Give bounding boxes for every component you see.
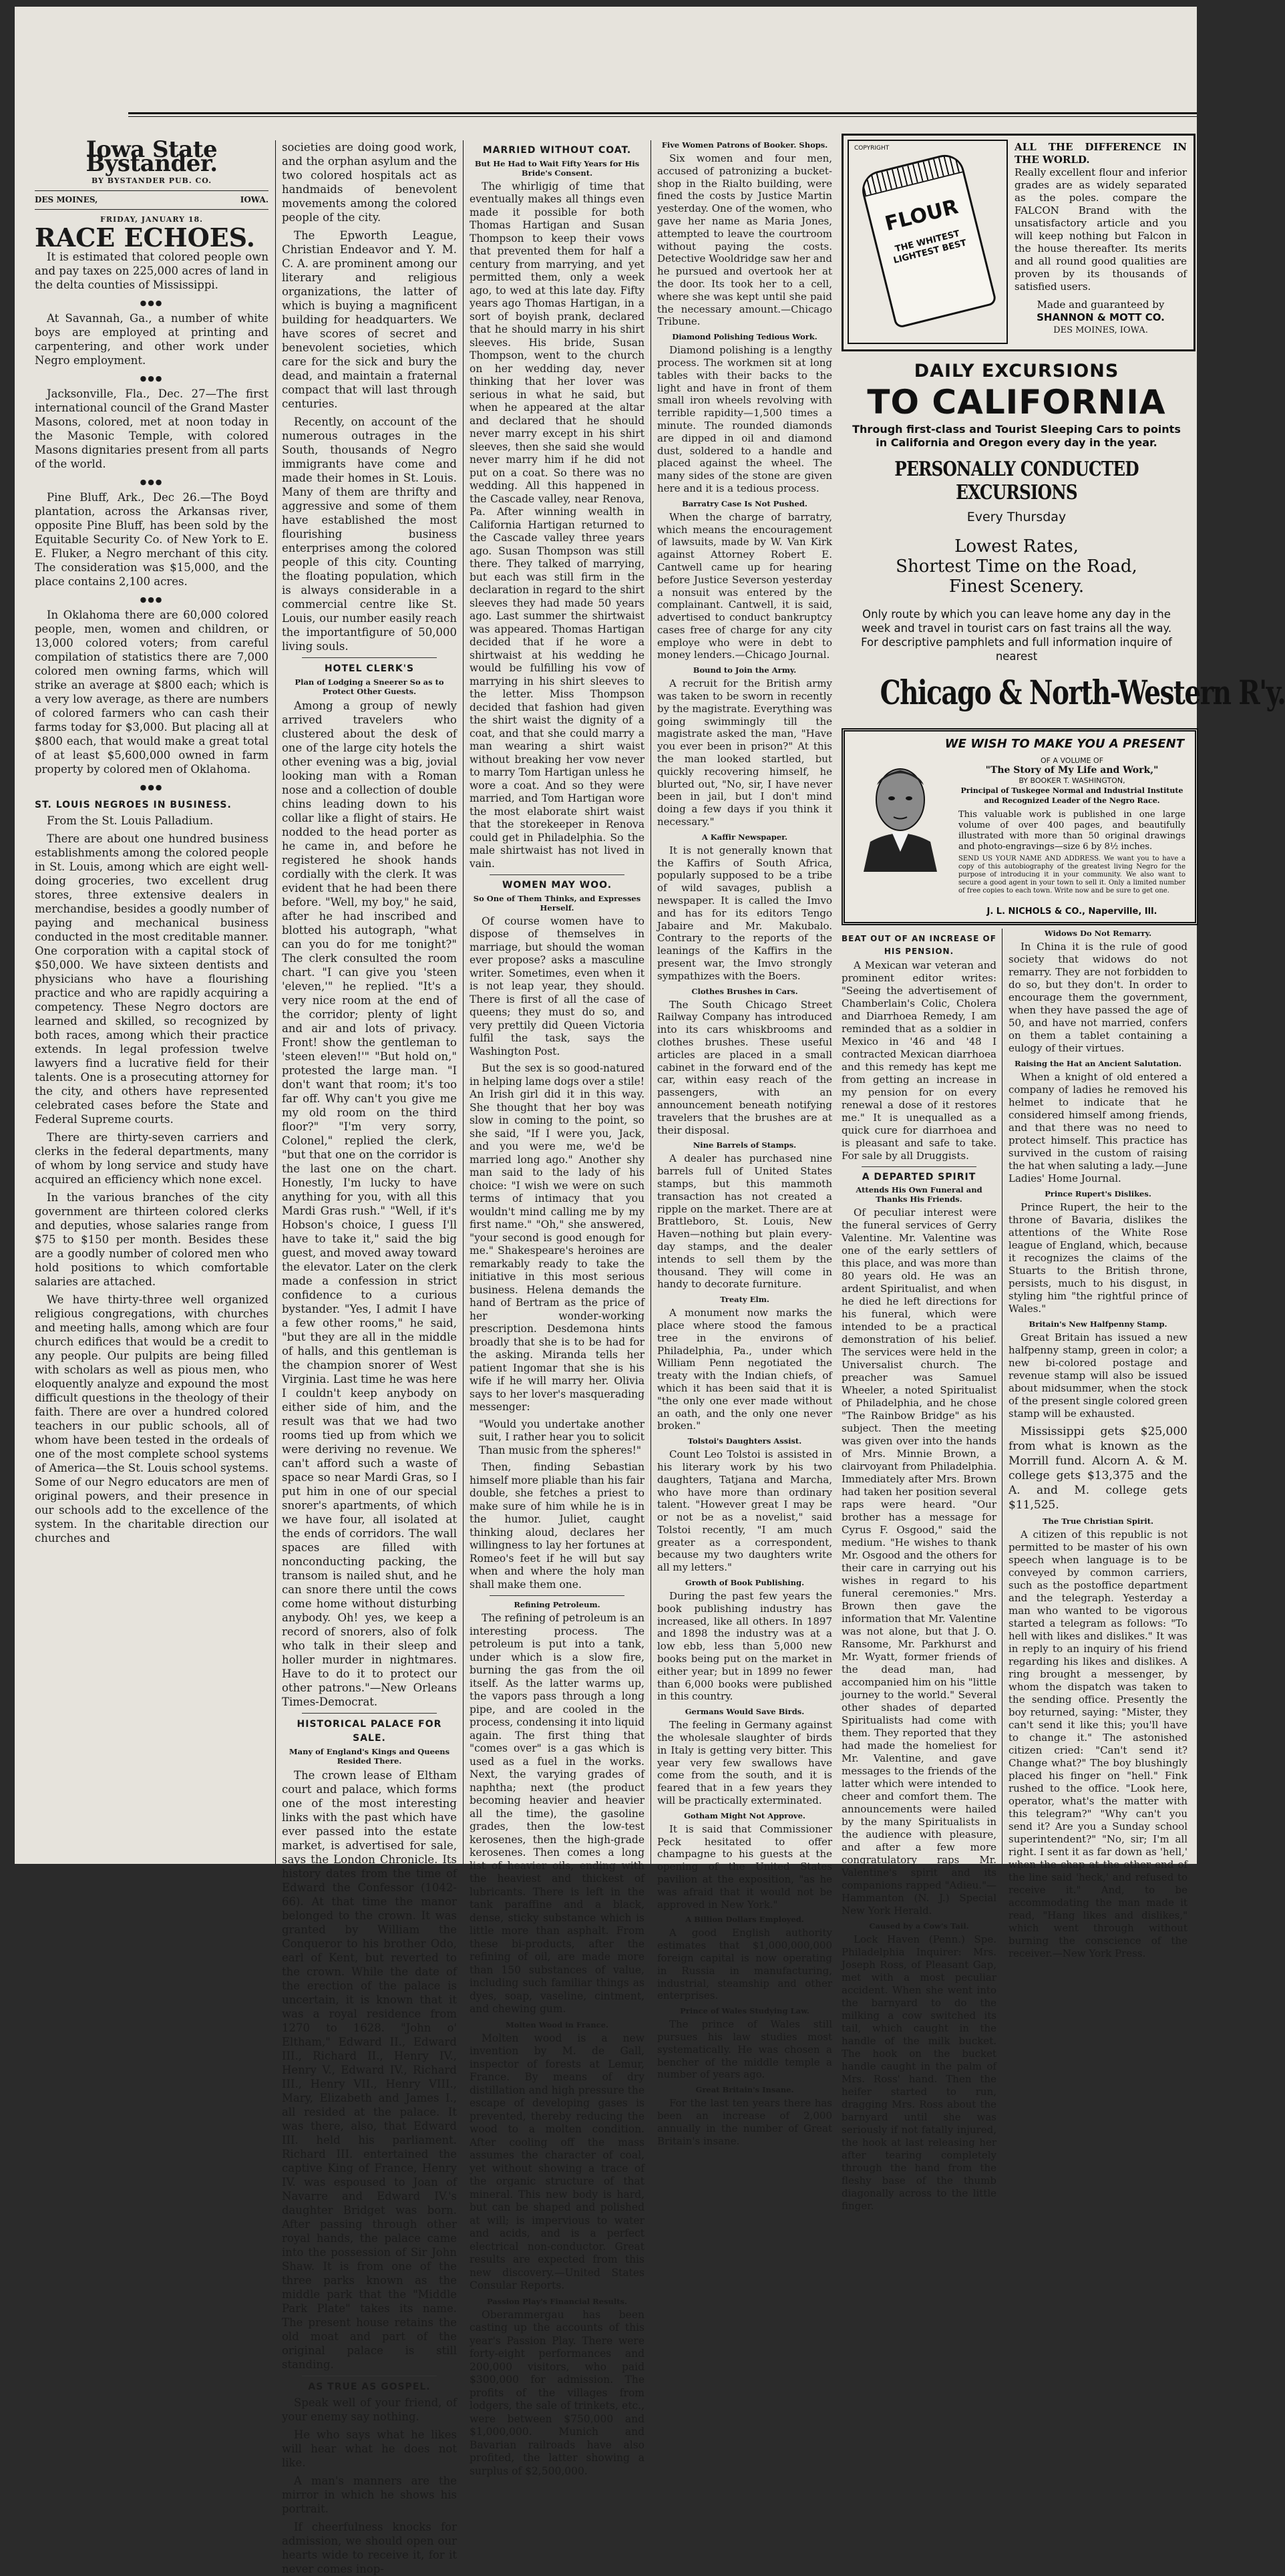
book-author: BY BOOKER T. WASHINGTON, — [1019, 776, 1125, 785]
flour-ad-text — [1015, 141, 1187, 337]
article-heading: Great Britain's Insane. — [695, 2085, 794, 2095]
article-paragraph: Count Leo Tolstoi is assisted in his literary work by his two daughters, Tatjana and Marcha, who have more than ordinary talent. "However great I may be or not be as a novelist," said Tolstoi recently, "I am much greater as a correspondent, because my two daughters write all my letters." — [657, 1448, 832, 1574]
article-paragraph: Great Britain has issued a new halfpenny stamp, green in color; a new bi-colored postage and revenue stamp will also be issued about midsummer, when the stock of the present single colored green stamp will be exhausted. — [1008, 1331, 1187, 1420]
article-paragraph: For the last ten years there has been an increase of 2,000 annually in the number of Great Britain's insane. — [657, 2097, 832, 2147]
article-paragraph: Jacksonville, Fla., Dec. 27—The first international council of the Grand Master Masons, colored, met at noon today in the Masonic Temple, with colored Masons dignitaries present from all parts of the world. — [35, 387, 268, 470]
california-line6: Lowest Rates, — [954, 536, 1079, 556]
article-heading: HOTEL CLERK'S — [324, 663, 415, 674]
article-paragraph: Diamond polishing is a lengthy process. The workmen sit at long tables with their backs to the light and have in front of them small iron wheels revolving with terrible rapidity—1,500 times a minute. The rounded diamonds are dipped in oil and diamond dust, soldered to a handle and placed against the wheel. The many sides of the stone are given here and it is a tedious process. — [657, 344, 832, 494]
article-paragraph: The crown lease of Eltham court and palace, which forms one of the most interesting links with the past which have ever passed into the estate market, is advertised for sale, says the London Chronicle. Its history dates from the time of Edward the Confessor (1042-66). At that time the manor belonged to the crown. It was granted by William the Conqueror to his brother Odo, earl of Kent, but reverted to the crown. While the date of the erection of the palace is uncertain, it is known that it was a royal residence from 1270 to 1628. "John o' Eltham," Edward II., Edward III., Richard II., Henry IV., Henry V., Edward IV., Richard III., Henry VII., Henry VIII., Mary, Elizabeth and James I., all resided at the palace. It was there, also, that Edward III. held his parliament. Richard III. entertained the captive King of France, Henry IV. was espoused to Joan of Navarre and Edward IV.'s daughter Bridget was born. After passing through other royal hands, the palace came into the possession of Sir John Shaw. It is from one of the three parks known as the middle park that the "Middle Park Plate" takes its name. The present house retains the old moat and part of the original palace is still standing. — [282, 1769, 457, 2371]
flour-ad-heading: ALL THE DIFFERENCE IN THE WORLD. — [1015, 141, 1187, 166]
article-heading: Raising the Hat an Ancient Salutation. — [1015, 1059, 1181, 1068]
separator: ●●● — [140, 478, 164, 486]
book-ad-headline: WE WISH TO MAKE YOU A PRESENT — [944, 737, 1184, 751]
race-echoes-headline: RACE ECHOES. — [35, 222, 255, 253]
article-heading: Tolstoi's Daughters Assist. — [687, 1436, 802, 1446]
article-paragraph: societies are doing good work, and the orphan asylum and the two colored hospitals act as handmaids of benevolent movements among the colored people of the city. — [282, 141, 457, 224]
california-line1: DAILY EXCURSIONS — [914, 361, 1119, 381]
masthead-city: DES MOINES, — [35, 195, 98, 204]
article-source: From the St. Louis Palladium. — [47, 814, 214, 827]
masthead-date: FRIDAY, JANUARY 18. — [100, 215, 203, 224]
top-rule — [128, 112, 1197, 114]
article-subheading: Attends His Own Funeral and Thanks His Friends. — [856, 1185, 982, 1204]
book-author-desc: Principal of Tuskegee Normal and Industrial Institute and Recognized Leader of the Negro Race. — [960, 786, 1183, 805]
column-2 — [282, 140, 457, 2575]
article-paragraph: At Savannah, Ga., a number of white boys are employed at printing and carpentering, and other work under Negro employment. — [35, 312, 268, 367]
column-1 — [35, 136, 268, 1864]
flour-illustration-frame — [848, 140, 1008, 344]
article-paragraph: Prince Rupert, the heir to the throne of Bavaria, dislikes the attentions of the White Rose league of England, which, because it recognizes the claims of the Stuarts to the British throne, persists, much to his disgust, in styling him "the rightful prince of Wales." — [1008, 1201, 1187, 1315]
article-heading: A Billion Dollars Employed. — [685, 1915, 804, 1925]
masthead-dateline — [35, 190, 268, 210]
article-heading: WOMEN MAY WOO. — [502, 880, 612, 891]
portrait-image — [857, 758, 944, 872]
sack-tagline: THE WHITEST LIGHTEST BEST — [892, 228, 968, 267]
flour-sack-icon — [858, 151, 997, 329]
book-ad-text — [958, 756, 1185, 895]
article-heading: Diamond Polishing Tedious Work. — [672, 332, 817, 342]
article-heading: Clothes Brushes in Cars. — [691, 986, 798, 996]
article-paragraph: Recently, on account of the numerous outrages in the South, thousands of Negro immigrants have come and made their homes in St. Louis. Many of them are thrifty and aggressive and some of them have established the most flourishing business enterprises among the colored people of this city. Counting the floating population, which is always considerable in a commercial centre like St. Louis, our number easily reach the importantfigure of 50,000 living souls. — [282, 416, 457, 653]
article-paragraph: The whirligig of time that eventually makes all things even made it possible for both Thomas Hartigan and Susan Thompson to keep their vows that prevented them for half a century from marrying, and yet permitted them, only a week ago, to wed at this late day. Fifty years ago Thomas Hartigan, in a sort of boyish prank, declared that he should marry in his shirt sleeves. His bride, Susan Thompson, went to the church on her wedding day, never thinking that her lover was serious in what he said, but when he appeared at the altar and declared that he should never marry except in his shirt sleeves, then she said she would never marry him if he did not put on a coat. So there was no wedding. All this happened in the Cascade valley, near Renova, Pa. After winning wealth in California Hartigan returned to the Cascade valley three years ago. Susan Thompson was still there. They talked of marrying, but each was still firm in the declaration in regard to the shirt sleeves they had made 50 years ago. Last summer the shirtwaist was appeared. Thomas Hartigan decided that if he wore a shirtwaist at his wedding he would be fulfilling his vow of marrying in his shirt sleeves to the letter. Miss Thompson decided that fashion had given the shirt waist the dignity of a coat, and that she could marry a man wearing a shirt waist without breaking her vow never to marry Tom Hartigan unless he wore a coat. And so they were married, and Tom Hartigan wore the most elaborate shirt waist that the storekeeper in Renova could get in Philadelphia. So the male shirtwaist has not lived in vain. — [470, 180, 645, 870]
divider — [862, 1166, 976, 1167]
flour-city: DES MOINES, IOWA. — [1053, 325, 1148, 335]
column-3 — [470, 140, 645, 2477]
article-paragraph: The prince of Wales still pursues his law studies most systematically. He was chosen a bencher of the middle temple a number of years ago. — [657, 2018, 832, 2081]
article-paragraph: A recruit for the British army was taken to be sworn in recently by the magistrate. Everything was going swimmingly till the magistrate asked the man, "Have you ever been in prison?" At this the man looked startled, but quickly recovering himself, he blurted out, "No, sir, I have never been in jail, but I don't mind doing a few days if you think it necessary." — [657, 677, 832, 828]
separator: ●●● — [140, 374, 164, 383]
article-paragraph: Six women and four men, accused of patronizing a bucket-shop in the Rialto building, were fined the costs by Justice Martin yesterday. One of the women, who gave her name as Maria Jones, attempted to leave the courtroom without paying the costs. Detective Wooldridge saw her and he pursued and overtook her at the door. Its took her to a cell, where she was kept until she paid the necessary amount.—Chicago Tribune. — [657, 152, 832, 328]
article-paragraph: It is estimated that colored people own and pay taxes on 225,000 acres of land in the delta counties of Mississippi. — [35, 251, 268, 291]
article-heading: Britain's New Halfpenny Stamp. — [1029, 1319, 1167, 1329]
article-heading: Barratry Case Is Not Pushed. — [682, 498, 807, 508]
masthead-state: IOWA. — [240, 195, 268, 204]
article-paragraph: The Epworth League, Christian Endeavor and Y. M. C. A. are prominent among our literary and religious organizations, the latter of which is buying a magnificent building for headquarters. We have scores of secret and benevolent societies, which care for the sick and bury the dead, and maintain a fraternal compact that will last through centuries. — [282, 229, 457, 410]
article-paragraph: Among a group of newly arrived travelers who clustered about the desk of one of the large city hotels the other evening was a big, jovial looking man with a Roman nose and a collection of double chins leading down to his collar like a flight of stairs. He nodded to the head porter as he came in, and before he registered he shook hands cordially with the clerk. It was evident that he had been there before. "Well, my boy," he said, after he had inscribed and blotted his autograph, "what can you do for me tonight?" The clerk consulted the room chart. "I can give you 'steen 'eleven,'" he replied. "It's a very nice room at the end of the corridor; plenty of light and air and lots of privacy. Front! show the gentleman to 'steen eleven!'" "But hold on," protested the large man. "I don't want that room; it's too far off. Why can't you give me my old room on the third floor?" "I'm very sorry, Colonel," replied the clerk, "but that one on the corridor is the last one on the chart. Honestly, I'm lucky to have anything for you, with all this Mardi Gras rush." "Well, if it's Hobson's choice, I guess I'll have to take it," said the big guest, and moved away toward the elevator. Later on the clerk made a confession in strict confidence to a curious bystander. "Yes, I admit I have a few other rooms," he said, "but they are all in the middle of halls, and this gentleman is the champion snorer of West Virginia. Last time he was here I couldn't keep anybody on either side of him, and the result was that we had two rooms tied up from which we were deriving no revenue. We can't afford such a waste of space so near Mardi Gras, so I put him in one of our special snorer's apartments, of which we have four, all isolated at the ends of corridors. The wall spaces are filled with nonconducting packing, the transom is nailed shut, and he can snore there until the cows come home without disturbing anybody. Oh! yes, we keep a record of snorers, also of folk who talk in their sleep and holler murder in nightmares. Have to do it to protect our other patrons."—New Orleans Times-Democrat. — [282, 699, 457, 1708]
article-heading: Widows Do Not Remarry. — [1044, 929, 1152, 938]
masthead-title: Iowa State Bystander. — [85, 136, 218, 177]
california-line7: Shortest Time on the Road, — [896, 556, 1137, 577]
column-rule — [275, 140, 276, 1864]
california-line2: TO CALIFORNIA — [867, 383, 1166, 422]
article-heading: Germans Would Save Birds. — [685, 1707, 805, 1717]
article-paragraph: There are about one hundred business establishments among the colored people in St. Louis, among which are eight well-doing groceries, two excellent drug stores, three extensive dealers in merchandise, besides a goodly number of paying and mechanical business conducted in the most creditable manner. One corporation with a capital stock of $50,000. We have sixteen dentists and physicians who have a flourishing practice and who are rapidly acquiring a competency. These Negro doctors are learned and skilled, so recognized by both races, among which their practice extends. In legal profession twelve lawyers find a lucrative field for their talents. One is a prosecuting attorney for the city, and others have represented celebrated cases before the State and Federal Supreme courts. — [35, 832, 268, 1126]
article-heading: BEAT OUT OF AN INCREASE OF HIS PENSION. — [842, 934, 996, 956]
flour-made-by: Made and guaranteed by — [1037, 299, 1165, 311]
article-paragraph: In the various branches of the city government are thirteen colored clerks and deputies, whose salaries range from $75 to $150 per month. Besides these are a goodly number of colored men who hold positions to which comfortable salaries are attached. — [35, 1191, 268, 1288]
divider — [302, 1713, 437, 1714]
article-heading: The True Christian Spirit. — [1042, 1516, 1154, 1526]
section-heading: ST. LOUIS NEGROES IN BUSINESS. — [35, 800, 232, 810]
article-heading: A DEPARTED SPIRIT — [862, 1172, 976, 1182]
article-paragraph: When a knight of old entered a company of ladies he removed his helmet to indicate that he considered himself among friends, and that there was no need to protect himself. This practice has survived in the custom of raising the hat when saluting a lady.—June Ladies' Home Journal. — [1008, 1071, 1188, 1184]
article-paragraph: When the charge of barratry, which means the encouragement of lawsuits, made by W. Van Kirk against Attorney Robert E. Cantwell came up for hearing before Justice Severson yesterday a nonsuit was entered by the complainant. Cantwell, it is said, advertised to conduct bankruptcy cases free of charge for any city employe who were in debt to money lenders.—Chicago Journal. — [657, 510, 832, 661]
sack-tie — [860, 153, 962, 196]
article-paragraph: In China it is the rule of good society that widows do not remarry. They are not forbidden to do so, but they don't. In order to encourage them the government, when they have passed the age of 50, and have not married, confers on them a tablet containing a eulogy of their virtues. — [1008, 941, 1187, 1054]
article-heading: Prince of Wales Studying Law. — [680, 2006, 809, 2016]
article-paragraph: During the past few years the book publishing industry has increased, like all others. In 1897 and 1898 the industry was at a low ebb, less than 5,000 new books being put on the market in either year; but in 1899 no fewer than 6,000 books were published in this country. — [657, 1590, 832, 1703]
column-4 — [657, 140, 832, 2147]
column-6 — [1008, 929, 1188, 1959]
book-send: SEND US YOUR NAME AND ADDRESS. We want you to have a copy of this autobiography of the greatest living Negro for the purpose of introducing it in your community. We also want to secure a good agent in your town to sell it. Only a limited number of free copies to each town. Write now and be sure to get one. — [958, 855, 1185, 895]
flour-advertisement — [842, 134, 1196, 351]
article-heading: AS TRUE AS GOSPEL. — [308, 2382, 431, 2392]
separator: ●●● — [140, 783, 164, 792]
article-paragraph: A monument now marks the place where stood the famous tree in the environs of Philadelphia, Pa., under which William Penn negotiated the treaty with the Indian chiefs, of which it has been said that it is "the only one ever made without an oath, and the only one never broken." — [657, 1307, 832, 1432]
article-heading: Refining Petroleum. — [514, 1600, 600, 1609]
article-heading: Bound to Join the Army. — [693, 665, 797, 675]
article-paragraph: If cheerfulness knocks for admission, we should open our hearts wide to receive it, for it never comes inop- — [282, 2521, 457, 2575]
article-paragraph: The refining of petroleum is an interesting process. The petroleum is put into a tank, under which is a slow fire, burning the gas from the oil itself. As the latter warms up, the vapors pass through a long pipe, and are cooled in the process, condensing it into liquid again. The first thing that "comes over" is a gas which is used as a fuel in the works. Next, the varying grades of naphtha; next (the product becoming heavier and heavier all the time), the gasoline grades, then the low-test kerosenes, then the high-grade kerosenes. Then comes a long list of heavier oils, ending with the heaviest and thickest of lubricants. There is left in the tank paraffine and a black, dense, sticky substance which is little more than asphalt. From these bi-products, after the refining of oil, are made more than 150 substances of value, including such familiar things as dyes, soap, vaseline, cintment, and chewing gum. — [470, 1612, 645, 2015]
book-publisher: J. L. NICHOLS & CO., Naperville, Ill. — [986, 907, 1157, 917]
article-paragraph: Lock Haven (Penn.) Spe. Philadelphia Inquirer: Mrs. Joseph Ross, of Pleasant Gap, met with a most peculiar accident. When she went into the barnyard to do the milking a cow switched its tail, which caught in the handle of the milk bucket. The hook on the bucket handle caught in the palm of Mrs. Ross' hand. Then the heifer started to run, dragging Mrs. Ross about the barnyard until she was seriously if not fatally injured, the hook at last releasing her after tearing completely through the hand from the fleshy base of the thumb diagonally across to the little finger. — [842, 1933, 996, 2212]
article-paragraph: A good English authority estimates that $1,000,000,000 foreign capital is now operating in Russia in manufacturing, industrial, steamship and other enterprises. — [657, 1927, 832, 2002]
article-paragraph: We have thirty-three well organized religious congregations, with churches and meeting halls, among which are four church edifices that would be a credit to any people. Our pulpits are being filled with scholars as well as pious men, who eloquently analyze and expound the most difficult questions in the theology of their faith. There are over a hundred colored teachers in our public schools, all of whom have been tested in the ordeals of one of the most complete school systems of America—the St. Louis school systems. Some of our Negro educators are men of original powers, and their presence in our schools add to the excellence of the system. In the charitable direction our churches and — [35, 1293, 268, 1545]
newspaper-page — [15, 7, 1285, 2575]
separator: ●●● — [140, 299, 164, 307]
article-paragraph: The South Chicago Street Railway Company has introduced into its cars whiskbrooms and clothes brushes. These useful articles are placed in a small cabinet in the forward end of the car, within easy reach of the passengers, with an announcement beneath notifying travelers that the brushes are at their disposal. — [657, 998, 832, 1136]
column-5 — [842, 929, 996, 2212]
article-paragraph: Of peculiar interest were the funeral services of Gerry Valentine. Mr. Valentine was one of the early settlers of this place, and was more than 80 years old. He was an ardent Spiritualist, and when he died he left directions for his funeral, which were intended to be a practical demonstration of his belief. The services were held in the Universalist church. The preacher was Samuel Wheeler, a noted Spiritualist of Philadelphia, and he chose "The Rainbow Bridge" as his subject. Then the meeting was given over into the hands of Mrs. Minnie Brown, a clairvoyant from Philadelphia. Immediately after Mrs. Brown had taken her position several raps were heard. "Our brother has a message for Cyrus F. Osgood," said the medium. "He wishes to thank Mr. Osgood and the others for their care in carrying out his wishes in regard to his funeral ceremonies." Mrs. Brown then gave the information that Mr. Valentine was not alone, but that J. O. Ransome, Mr. Parkhurst and Mr. Wyatt, former friends of the dead man, had accompanied him on his "little journey to the world." Several other shades of departed Spiritualists had come with them. They reported that they had made the homeliest for Mr. Valentine, and gave messages to the friends of the latter which were intended to cheer and comfort them. The announcements were hailed by the many Spiritualists in the audience with pleasure, and after a few more congratulatory raps Mr. Valentine's spirit and its companions rapped "Adieu."—Hammanton (N. J.) Special New York Herald. — [842, 1206, 996, 1917]
flour-ad-body: Really excellent flour and inferior grades are as widely separated as the poles. compare the FALCON Brand with the unsatisfactory article and you will keep nothing but Falcon in the house thereafter. Its merits and all round good qualities are proven by its thousands of satisfied users. — [1015, 166, 1187, 293]
separator: ●●● — [140, 595, 164, 604]
article-paragraph: There are thirty-seven carriers and clerks in the federal departments, many of whom by long service and study have acquired an efficiency which none excel. — [35, 1131, 268, 1186]
article-paragraph: But the sex is so good-natured in helping lame dogs over a stile! An Irish girl did it in this way. She thought that her boy was slow in coming to the point, so she said, "If I were you, Jack, and you were me, we'd be married long ago." Another shy man said to the lady of his choice: "I wish we were on such terms of intimacy that you wouldn't mind calling me by my first name." "Oh," she answered, "your second is good enough for me." Shakespeare's heroines are remarkably ready to take the initiative in this most serious business. Helena demands the hand of Bertram as the price of her wonder-working prescription. Desdemona hints broadly that she is to be had for the asking. Miranda tells her patient Ingomar that she is his wife if he will marry her. Olivia says to her lover's masquerading messenger: — [470, 1062, 645, 1413]
article-paragraph: Mississippi gets $25,000 from what is known as the Morrill fund. Alcorn A. & M. college gets $13,375 and the A. and M. college gets $11,525. — [1008, 1425, 1187, 1512]
article-heading: MARRIED WITHOUT COAT. — [482, 145, 632, 156]
sack-flour-word: FLOUR — [882, 195, 961, 236]
portrait-svg — [857, 758, 944, 872]
divider — [490, 874, 624, 875]
article-heading: HISTORICAL PALACE FOR SALE. — [297, 1719, 442, 1744]
article-subheading: But He Had to Wait Fifty Years for His Bride's Consent. — [474, 158, 640, 178]
copyright-label: COPYRIGHT — [854, 145, 890, 152]
divider — [490, 1595, 624, 1596]
article-paragraph: Speak well of your friend, of your enemy say nothing. — [282, 2396, 457, 2423]
article-paragraph: Then, finding Sebastian himself more pliable than his fair double, she fetches a priest to make sure of him while he is in the humor. Juliet, caught thinking aloud, declares her willingness to lay her fortunes at Romeo's feet if he will but say when and where the holy man shall make them one. — [470, 1461, 645, 1591]
divider — [302, 657, 437, 658]
article-paragraph: A Mexican war veteran and prominent editor writes: "Seeing the advertisement of Chamberlain's Colic, Cholera and Diarrhoea Remedy, I am reminded that as a soldier in Mexico in '46 and '48 I contracted Mexican diarrhoea and this remedy has kept me from getting an increase in my pension for on every renewal a dose of it restores me." It is unequalled as a quick cure for diarrhoea and is pleasant and safe to take. For sale by all Druggists. — [842, 959, 996, 1162]
article-paragraph: A dealer has purchased nine barrels full of United States stamps, but this mammoth transaction has not created a ripple on the market. There are at Brattleboro, St. Louis, New Haven—nothing but plain every-day stamps, and the dealer intends to sell them by the thousand. They will come in handy to decorate furniture. — [657, 1152, 832, 1291]
book-of-volume: OF A VOLUME OF — [1040, 756, 1104, 765]
masthead-publisher: BY BYSTANDER PUB. CO. — [91, 176, 212, 185]
article-heading: Nine Barrels of Stamps. — [693, 1140, 797, 1150]
article-paragraph: Pine Bluff, Ark., Dec 26.—The Boyd plantation, across the Arkansas river, opposite Pine Bluff, has been sold by the Equitable Security Co. of New York to E. E. Fluker, a Negro merchant of this city. The consideration was $15,000, and the place contains 2,100 acres. — [35, 491, 268, 588]
california-line4: PERSONALLY CONDUCTED EXCURSIONS — [894, 458, 1139, 504]
california-line8: Finest Scenery. — [948, 577, 1085, 597]
article-paragraph: A citizen of this republic is not permitted to be master of his own speech when language is to be conveyed by common carriers, such as the postoffice department and the telegraph. Yesterday a man who wanted to be vigorous started a telegram as follows: "To hell with likes and dislikes." It was in reply to an inquiry of his friend regarding his likes and dislikes. A ring brought a messenger, by whom the dispatch was taken to the sending office. Presently the boy returned, saying: "Mister, they can't send it like this; you'll have to change it." The astonished citizen cried: "Can't send it? Change what?" The boy blushingly placed his finger on "hell." Fink rushed to the office. "Look here, operator, what's the matter with this telegram?" "Why can't you send it? Are you a Sunday school superintendent?" "No, sir; I'm all right. I sent it as far down as 'hell,' when the chap at the other end of the line said 'heck,' and refused to receive it." And, to be accommodating the man made it read, "Hang likes and dislikes," which went through without burning the conscience of the receiver.—New York Press. — [1008, 1528, 1187, 1959]
article-paragraph: Oberammergau has been casting up the accounts of this year's Passion Play. There were forty-eight performances and 200,000 visitors, who paid $300,000 for admission. The profits of the villages from lodgers, the sale of trinkets, etc., were between $750,000 and $1,000,000. Munich and Bavarian railroads have also profited, the latter showing a surplus of $2,500,000. — [470, 2308, 645, 2477]
article-subheading: So One of Them Thinks, and Expresses Herself. — [473, 893, 641, 913]
column-rule — [463, 140, 464, 1864]
article-heading: Caused by a Cow's Tail. — [869, 1921, 969, 1931]
article-heading: Prince Rupert's Dislikes. — [1045, 1189, 1151, 1198]
article-heading: Growth of Book Publishing. — [685, 1578, 805, 1588]
top-rule-thin — [128, 116, 1197, 117]
article-paragraph: A man's manners are the mirror in which he shows his portrait. — [282, 2474, 457, 2515]
article-heading: Gotham Might Not Approve. — [684, 1810, 805, 1820]
article-heading: A Kaffir Newspaper. — [701, 832, 788, 842]
article-subheading: Many of England's Kings and Queens Resided There. — [289, 1747, 450, 1766]
book-body: This valuable work is published in one large volume of over 400 pages, and beautifully illustrated with more than 50 original drawings and photo-engravings—size 6 by 8½ inches. — [958, 810, 1185, 852]
article-heading: Passion Play's Financial Results. — [486, 2296, 628, 2306]
article-paragraph: Molten wood is a new invention by M. de Gall, inspector of forests at Lemur, France. By means of dry distillation and high pressure the escape of developing gases is prevented, thereby reducing the wood to a molten condition. After cooling off the mass assumes the character of coal, yet without showing a trace of the organic structure of that mineral. This new body is hard, but can be shaped and polished at will; is impervious to water and acids, and is a perfect electrical non-conductor. Great results are expected from this new discovery.—United States Consular Reports. — [470, 2032, 645, 2291]
article-heading: Five Women Patrons of Booker. Shops. — [661, 140, 828, 150]
california-line5: Every Thursday — [966, 510, 1067, 524]
california-line3: Through first-class and Tourist Sleeping Cars to points in California and Oregon every day in the year. — [852, 423, 1181, 449]
article-heading: Treaty Elm. — [720, 1295, 769, 1305]
book-advertisement — [842, 728, 1198, 925]
flour-company: SHANNON & MOTT CO. — [1037, 311, 1165, 323]
article-heading: Molten Wood in France. — [505, 2020, 608, 2030]
article-paragraph: It is not generally known that the Kaffirs of South Africa, popularly supposed to be a tribe of wild savages, publish a newspaper. It is called the Imvo and has for its editors Tengo Jabaire and Mr. Makubalo. Contrary to the reports of the leanings of the Kaffirs in the present war, the Imvo strongly sympathizes with the Boers. — [657, 844, 832, 982]
california-advertisement — [842, 354, 1285, 725]
article-subheading: Plan of Lodging a Sneerer So as to Protect Other Guests. — [295, 677, 444, 696]
article-paragraph: In Oklahoma there are 60,000 colored people, men, women and children, or 13,000 colored voters; from careful compilation of statistics there are 7,000 colored men owning farms, which will strike an average at $800 each; which is a very low average, as there are numbers of colored farmers who can cash their farms today for $3,000. But placing all at $800 each, that would make a great total of at least $5,600,000 owned in farm property by colored men of Oklahoma. — [35, 609, 268, 776]
article-paragraph: The feeling in Germany against the wholesale slaughter of birds in Italy is getting very bitter. This year very few swallows have come from the south, and it is feared that in a few years they will be practically exterminated. — [657, 1719, 832, 1807]
article-paragraph: It is said that Commissioner Peck hesitated to offer champagne to his guests at the opening of the United States pavilion at the exposition, "as he was afraid that it would not be approved in New York." — [657, 1822, 832, 1911]
article-paragraph: He who says what he likes will hear what he does not like. — [282, 2428, 457, 2469]
book-title: "The Story of My Life and Work," — [985, 765, 1159, 776]
california-line9: Only route by which you can leave home any day in the week and travel in tourist cars on fast trains all the way. For descriptive pamphlets and full information inquire of nearest — [861, 608, 1172, 663]
verse-quote: "Would you undertake another suit, I rather hear you to solicit Than music from the spheres!" — [479, 1418, 645, 1456]
railway-name: Chicago & North-Western R'y. — [880, 673, 1285, 712]
article-paragraph: Of course women have to dispose of themselves in marriage, but should the woman ever propose? asks a masculine writer. Sometimes, even when it is not leap year, they should. There is first of all the case of queens; they must do so, and very prettily did Queen Victoria fulfil the task, says the Washington Post. — [470, 915, 645, 1058]
